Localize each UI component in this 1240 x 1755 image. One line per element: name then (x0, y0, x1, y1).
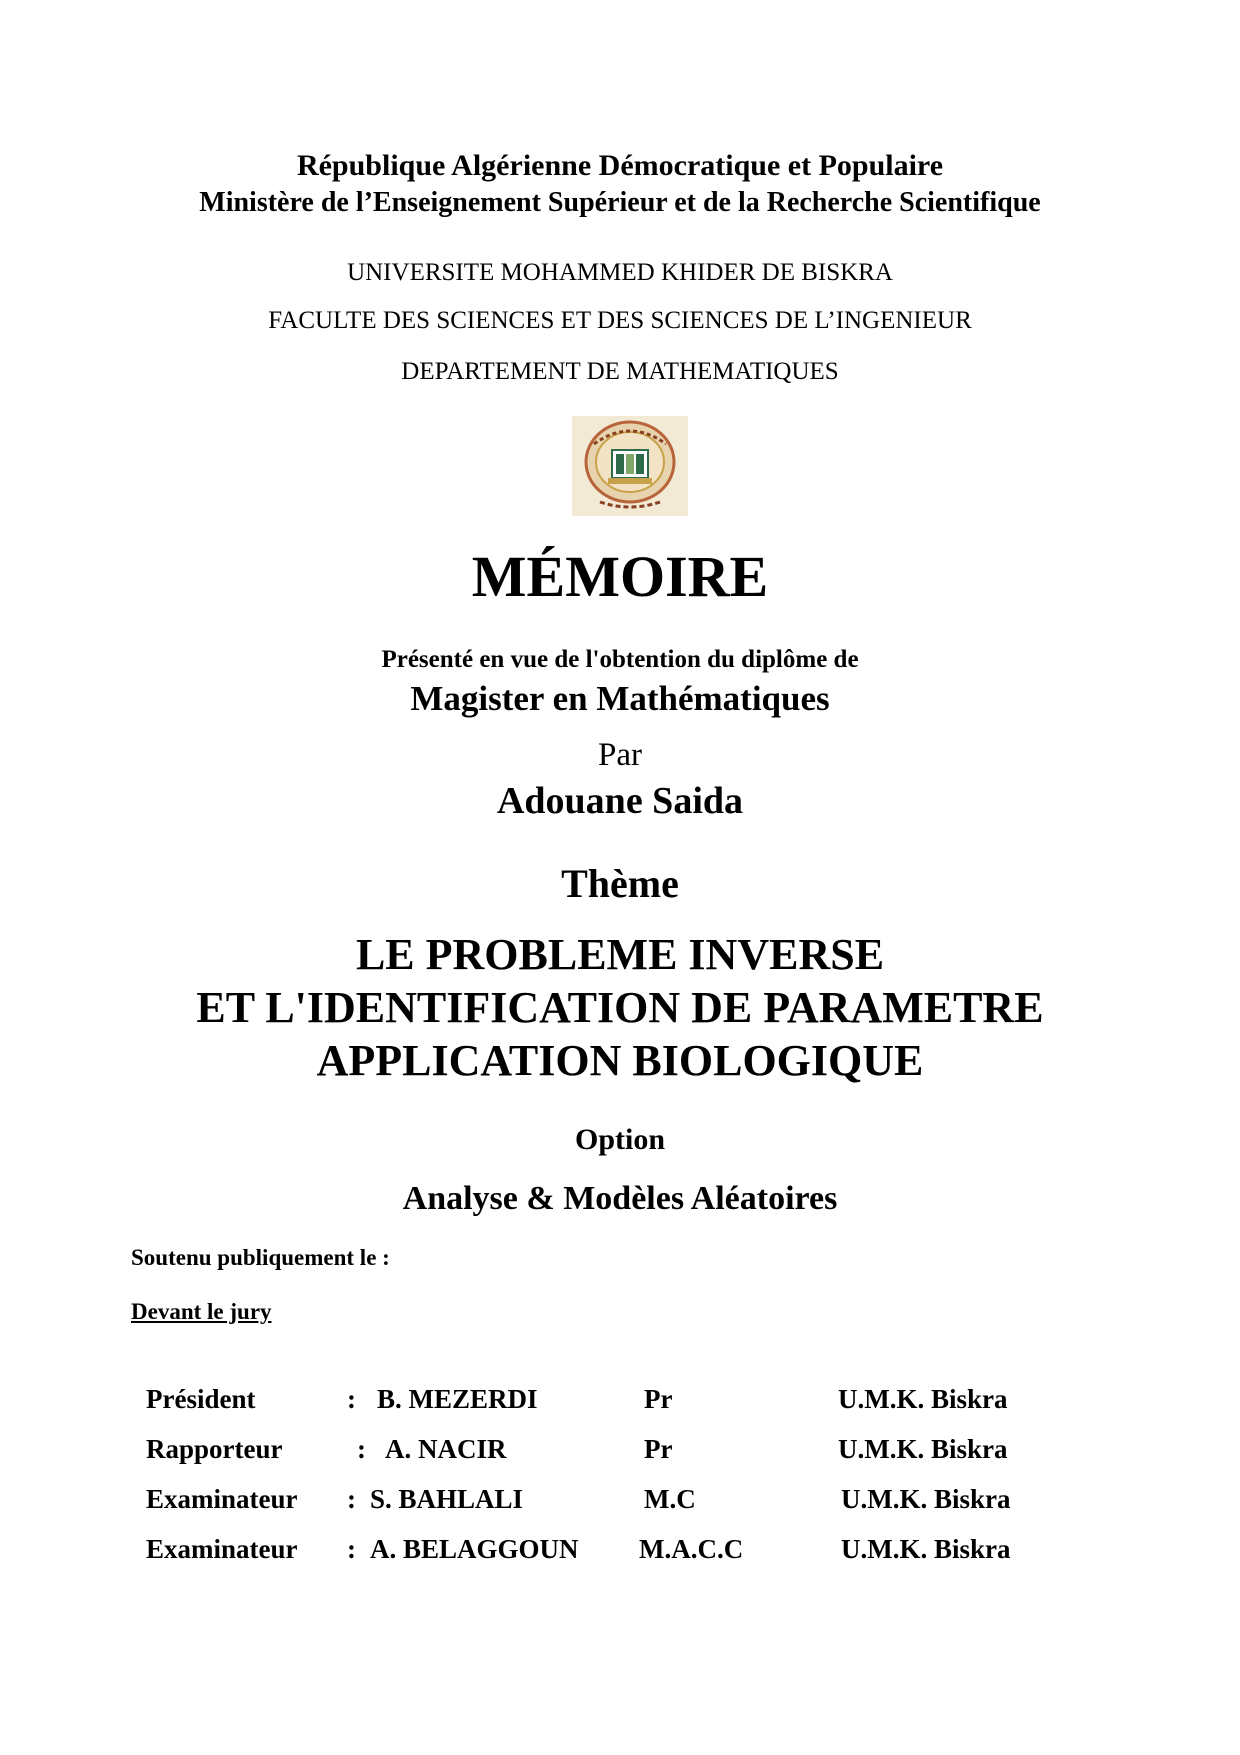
diploma-name: Magister en Mathématiques (410, 679, 830, 718)
author-name: Adouane Saida (496, 780, 744, 822)
jury-row (0, 1382, 1240, 1416)
jury-name: B. MEZERDI (377, 1384, 538, 1414)
jury-row (0, 1482, 1240, 1516)
jury-name: S. BAHLALI (370, 1484, 524, 1514)
jury-grade: M.C (644, 1484, 696, 1514)
universite-line: UNIVERSITE MOHAMMED KHIDER DE BISKRA (347, 259, 893, 286)
jury-colon: : (347, 1534, 356, 1564)
jury-institution: U.M.K. Biskra (841, 1534, 1011, 1564)
thesis-title-line-2: ET L'IDENTIFICATION DE PARAMETRE (196, 983, 1044, 1032)
memoire-heading: MÉMOIRE (471, 544, 769, 609)
jury-institution: U.M.K. Biskra (838, 1384, 1008, 1414)
theme-label: Thème (561, 861, 679, 906)
jury-grade: Pr (644, 1434, 673, 1464)
jury-heading: Devant le jury (131, 1299, 272, 1324)
republique-line: République Algérienne Démocratique et Populaire (296, 149, 944, 182)
presente-line: Présenté en vue de l'obtention du diplôme de (381, 646, 859, 673)
soutenu-line: Soutenu publiquement le : (131, 1245, 390, 1270)
par-label: Par (598, 737, 642, 773)
jury-name: A. NACIR (385, 1434, 507, 1464)
jury-colon: : (357, 1434, 366, 1464)
ministere-line: Ministère de l’Enseignement Supérieur et de la Recherche Scientifique (199, 187, 1041, 218)
jury-name: A. BELAGGOUN (370, 1534, 579, 1564)
jury-grade: M.A.C.C (639, 1534, 744, 1564)
jury-row (0, 1432, 1240, 1466)
jury-role: Rapporteur (146, 1434, 283, 1464)
jury-colon: : (347, 1484, 356, 1514)
option-value: Analyse & Modèles Aléatoires (402, 1180, 838, 1217)
thesis-title-line-3: APPLICATION BIOLOGIQUE (316, 1036, 924, 1085)
jury-colon: : (347, 1384, 356, 1414)
jury-role: Examinateur (146, 1484, 298, 1514)
jury-grade: Pr (644, 1384, 673, 1414)
thesis-title-line-1: LE PROBLEME INVERSE (355, 930, 885, 979)
faculte-line: FACULTE DES SCIENCES ET DES SCIENCES DE L’INGENIEUR (268, 307, 972, 334)
jury-role: Président (146, 1384, 256, 1414)
jury-institution: U.M.K. Biskra (841, 1484, 1011, 1514)
departement-line: DEPARTEMENT DE MATHEMATIQUES (401, 358, 839, 385)
university-seal-icon (572, 416, 688, 516)
jury-row (0, 1532, 1240, 1566)
jury-role: Examinateur (146, 1534, 298, 1564)
option-label: Option (574, 1123, 666, 1156)
jury-institution: U.M.K. Biskra (838, 1434, 1008, 1464)
